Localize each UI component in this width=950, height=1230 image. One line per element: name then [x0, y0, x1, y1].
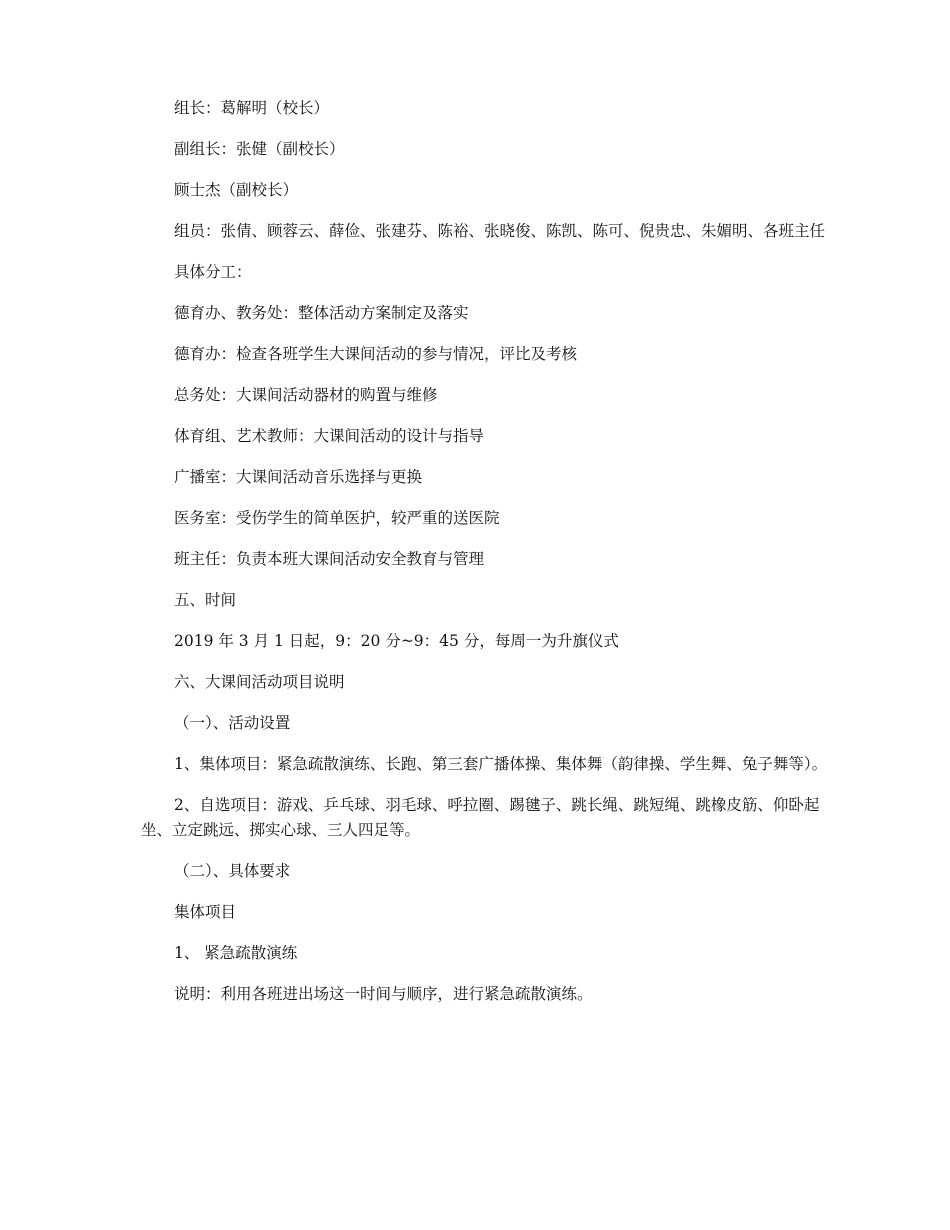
paragraph-deputy-leader-1: 副组长：张健（副校长） — [174, 140, 345, 158]
paragraph-leader: 组长：葛解明（校长） — [174, 99, 330, 117]
document-body — [141, 96, 831, 1023]
paragraph-duty-design: 体育组、艺术教师：大课间活动的设计与指导 — [174, 427, 485, 445]
paragraph-group-items: 1、集体项目：紧急疏散演练、长跑、第三套广播体操、集体舞（韵律操、学生舞、兔子舞等）。 — [174, 755, 828, 773]
paragraph-division-heading: 具体分工： — [174, 263, 252, 281]
paragraph-optional-items: 2、自选项目：游戏、乒乓球、羽毛球、呼拉圈、踢毽子、跳长绳、跳短绳、跳橡皮筋、仰卧起坐、立定跳远、掷实心球、三人四足等。 — [141, 796, 820, 839]
paragraph-evacuation-drill: 1、 紧急疏散演练 — [174, 944, 298, 962]
paragraph-duty-plan: 德育办、教务处：整体活动方案制定及落实 — [174, 304, 469, 322]
subsection-heading-requirements: （二）、具体要求 — [174, 862, 291, 880]
paragraph-members: 组员：张倩、顾蓉云、薛俭、张建芬、陈裕、张晓俊、陈凯、陈可、倪贵忠、朱媚明、各班主任 — [174, 222, 826, 240]
paragraph-duty-medical: 医务室：受伤学生的简单医护，较严重的送医院 — [174, 509, 500, 527]
subsection-heading-settings: （一）、活动设置 — [174, 714, 291, 732]
paragraph-duty-class-teacher: 班主任：负责本班大课间活动安全教育与管理 — [174, 550, 485, 568]
section-heading-activities: 六、大课间活动项目说明 — [174, 673, 345, 691]
paragraph-group-project: 集体项目 — [174, 903, 237, 921]
paragraph-time-details: 2019 年 3 月 1 日起，9：20 分~9：45 分，每周一为升旗仪式 — [174, 632, 619, 650]
paragraph-evacuation-explanation: 说明：利用各班进出场这一时间与顺序，进行紧急疏散演练。 — [174, 985, 593, 1003]
paragraph-duty-equipment: 总务处：大课间活动器材的购置与维修 — [174, 386, 438, 404]
paragraph-duty-music: 广播室：大课间活动音乐选择与更换 — [174, 468, 423, 486]
section-heading-time: 五、时间 — [174, 591, 237, 609]
paragraph-duty-inspection: 德育办：检查各班学生大课间活动的参与情况，评比及考核 — [174, 345, 578, 363]
paragraph-deputy-leader-2: 顾士杰（副校长） — [174, 181, 299, 199]
